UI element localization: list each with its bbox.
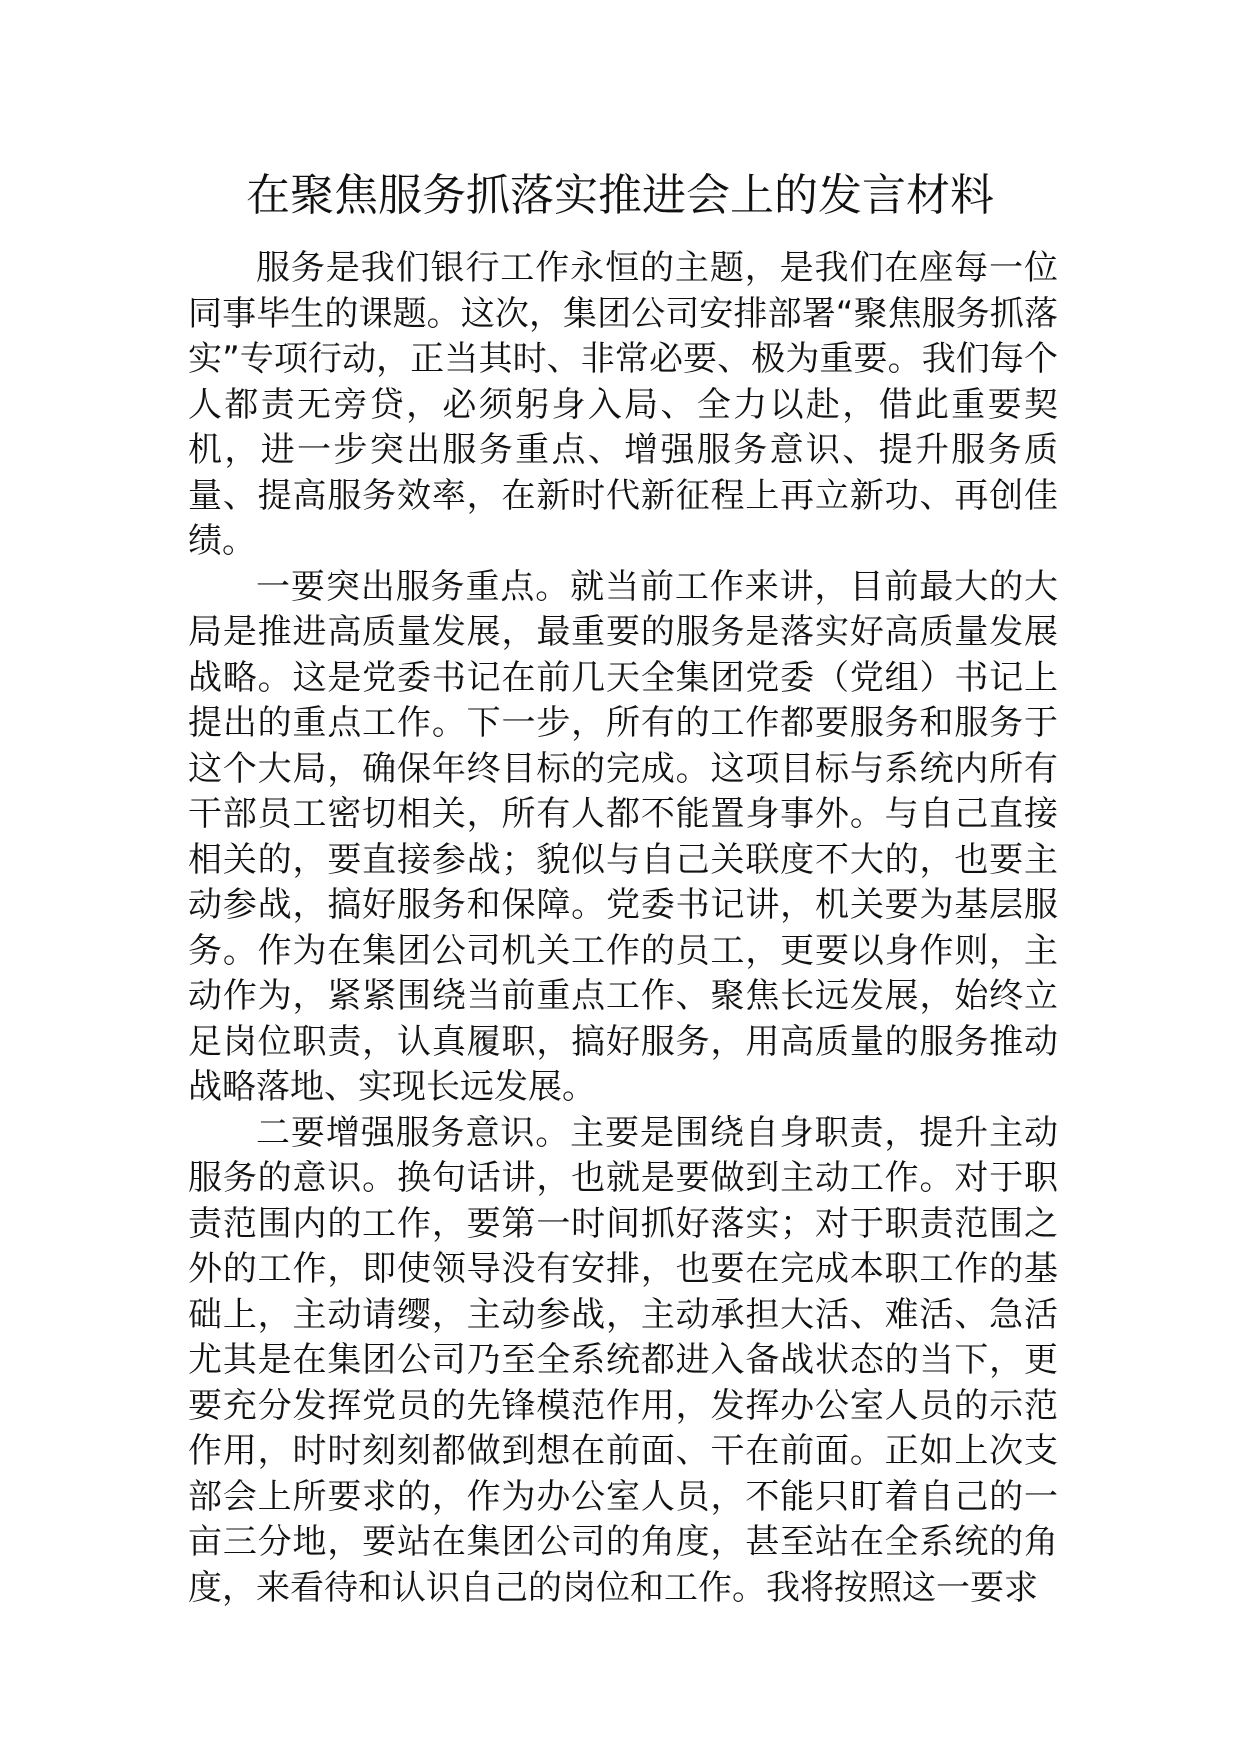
paragraph-intro: 服务是我们银行工作永恒的主题，是我们在座每一位同事毕生的课题。这次，集团公司安排部署“聚焦服务抓落实”专项行动，正当其时、非常必要、极为重要。我们每个人都责无旁贷，必须躬身入局、全力以赴，借此重要契机，进一步突出服务重点、增强服务意识、提升服务质量、提高服务效率，在新时代新征程上再立新功、再创佳绩。 [188,248,1058,561]
document-title: 在聚焦服务抓落实推进会上的发言材料 [246,170,994,221]
document-body [188,246,1058,1611]
paragraph-service-awareness: 二要增强服务意识。主要是围绕自身职责，提升主动服务的意识。换句话讲，也就是要做到主动工作。对于职责范围内的工作，要第一时间抓好落实；对于职责范围之外的工作，即使领导没有安排，也要在完成本职工作的基础上，主动请缨，主动参战，主动承担大活、难活、急活尤其是在集团公司乃至全系统都进入备战状态的当下，更要充分发挥党员的先锋模范作用，发挥办公室人员的示范作用，时时刻刻都做到想在前面、干在前面。正如上次支部会上所要求的，作为办公室人员，不能只盯着自己的一亩三分地，要站在集团公司的角度，甚至站在全系统的角度，来看待和认识自己的岗位和工作。我将按照这一要求 [188,1112,1058,1608]
paragraph-service-focus: 一要突出服务重点。就当前工作来讲，目前最大的大局是推进高质量发展，最重要的服务是落实好高质量发展战略。这是党委书记在前几天全集团党委（党组）书记上提出的重点工作。下一步，所有的工作都要服务和服务于这个大局，确保年终目标的完成。这项目标与系统内所有干部员工密切相关，所有人都不能置身事外。与自己直接相关的，要直接参战；貌似与自己关联度不大的，也要主动参战，搞好服务和保障。党委书记讲，机关要为基层服务。作为在集团公司机关工作的员工，更要以身作则，主动作为，紧紧围绕当前重点工作、聚焦长远发展，始终立足岗位职责，认真履职，搞好服务，用高质量的服务推动战略落地、实现长远发展。 [188,566,1058,1107]
